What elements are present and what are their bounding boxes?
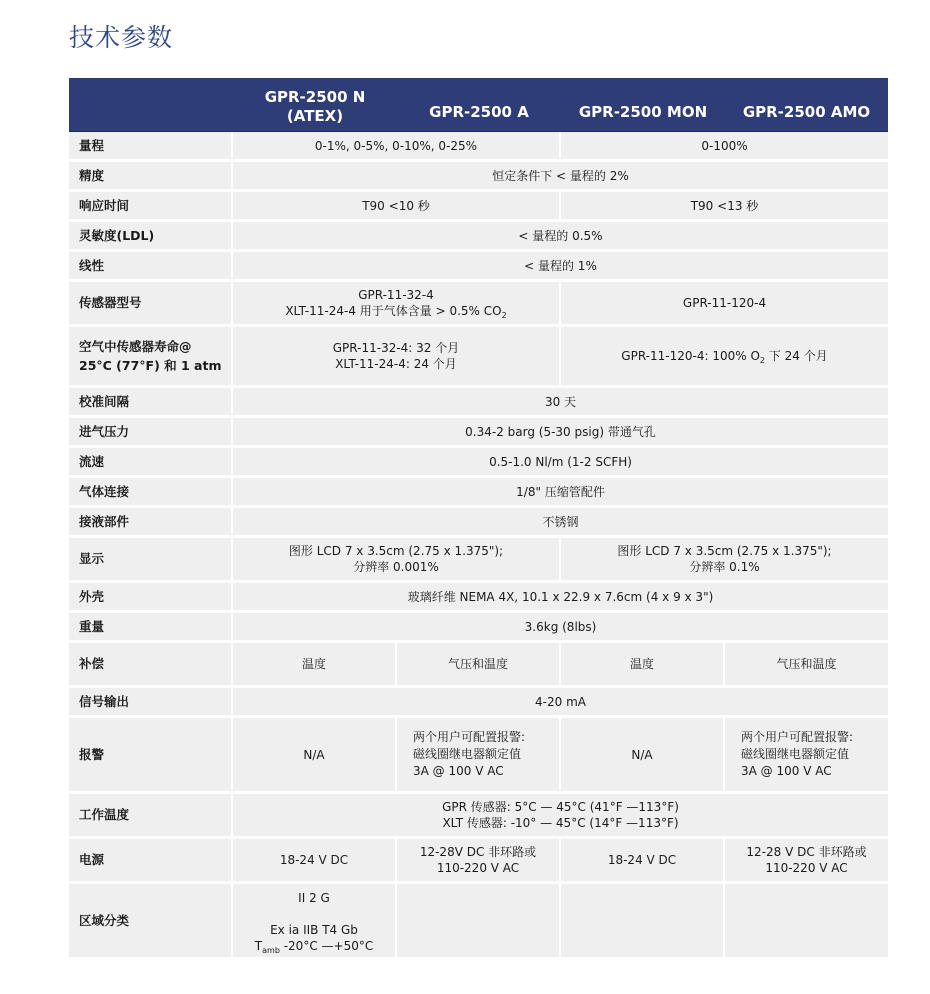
cell: GPR-11-32-4: 32 个月 XLT-11-24-4: 24 个月 xyxy=(233,327,561,388)
row-label: 外壳 xyxy=(69,583,233,613)
cell: 1/8" 压缩管配件 xyxy=(233,478,888,508)
row-label: 电源 xyxy=(69,839,233,884)
row-label: 显示 xyxy=(69,538,233,583)
cell: < 量程的 1% xyxy=(233,252,888,282)
header-empty xyxy=(69,78,233,132)
cell: 温度 xyxy=(233,643,397,688)
cell-empty xyxy=(725,884,888,960)
cell: 玻璃纤维 NEMA 4X, 10.1 x 22.9 x 7.6cm (4 x 9 x 3") xyxy=(233,583,888,613)
row-label: 补偿 xyxy=(69,643,233,688)
cell: T90 <13 秒 xyxy=(561,192,888,222)
cell: 12-28 V DC 非环路或 110-220 V AC xyxy=(725,839,888,884)
table-row xyxy=(69,418,888,448)
cell: 两个用户可配置报警: 磁线圈继电器额定值 3A @ 100 V AC xyxy=(397,718,561,794)
cell: 0.5-1.0 Nl/m (1-2 SCFH) xyxy=(233,448,888,478)
cell: N/A xyxy=(233,718,397,794)
table-row xyxy=(69,538,888,583)
header-gpr-2500-a: GPR-2500 A xyxy=(397,78,561,132)
cell: 气压和温度 xyxy=(725,643,888,688)
table-row xyxy=(69,583,888,613)
cell: 不锈钢 xyxy=(233,508,888,538)
cell: 两个用户可配置报警: 磁线圈继电器额定值 3A @ 100 V AC xyxy=(725,718,888,794)
cell: II 2 G Ex ia IIB T4 Gb $T_{amb}$ -20°C —+50°C xyxy=(233,884,397,960)
header-gpr-2500-mon: GPR-2500 MON xyxy=(561,78,725,132)
cell: 恒定条件下 < 量程的 2% xyxy=(233,162,888,192)
row-label: 区域分类 xyxy=(69,884,233,960)
table-header-row xyxy=(69,78,888,132)
table-row xyxy=(69,718,888,794)
cell: 18-24 V DC xyxy=(561,839,725,884)
cell: 0-100% xyxy=(561,132,888,162)
cell: GPR-11-120-4: 100% $O_2$ 下 24 个月 xyxy=(561,327,888,388)
cell: T90 <10 秒 xyxy=(233,192,561,222)
row-label: 报警 xyxy=(69,718,233,794)
cell: 图形 LCD 7 x 3.5cm (2.75 x 1.375"); 分辨率 0.1% xyxy=(561,538,888,583)
row-label: 灵敏度(LDL) xyxy=(69,222,233,252)
cell: 气压和温度 xyxy=(397,643,561,688)
table-row xyxy=(69,508,888,538)
table-row xyxy=(69,643,888,688)
table-row xyxy=(69,327,888,388)
table-row xyxy=(69,613,888,643)
row-label: 响应时间 xyxy=(69,192,233,222)
cell-empty xyxy=(397,884,561,960)
row-label: 进气压力 xyxy=(69,418,233,448)
spec-table xyxy=(69,78,888,960)
cell: 3.6kg (8lbs) xyxy=(233,613,888,643)
row-label: 流速 xyxy=(69,448,233,478)
header-gpr-2500-amo: GPR-2500 AMO xyxy=(725,78,888,132)
row-label: 校准间隔 xyxy=(69,388,233,418)
table-row xyxy=(69,282,888,327)
cell: GPR-11-32-4 XLT-11-24-4 用于气体含量 > 0.5% $CO_2$ xyxy=(233,282,561,327)
table-row xyxy=(69,162,888,192)
page-title: 技术参数 xyxy=(69,23,174,52)
table-row xyxy=(69,388,888,418)
cell: 图形 LCD 7 x 3.5cm (2.75 x 1.375"); 分辨率 0.001% xyxy=(233,538,561,583)
row-label: 线性 xyxy=(69,252,233,282)
cell: 4-20 mA xyxy=(233,688,888,718)
table-row xyxy=(69,884,888,960)
cell: N/A xyxy=(561,718,725,794)
header-gpr-2500-n: GPR-2500 N (ATEX) xyxy=(233,78,397,132)
row-label: 工作温度 xyxy=(69,794,233,839)
row-label: 空气中传感器寿命@ 25°C (77°F) 和 1 atm xyxy=(69,327,233,388)
cell-empty xyxy=(561,884,725,960)
cell: 0.34-2 barg (5-30 psig) 带通气孔 xyxy=(233,418,888,448)
table-row xyxy=(69,839,888,884)
row-label: 重量 xyxy=(69,613,233,643)
cell: 12-28V DC 非环路或 110-220 V AC xyxy=(397,839,561,884)
row-label: 量程 xyxy=(69,132,233,162)
cell: 18-24 V DC xyxy=(233,839,397,884)
row-label: 传感器型号 xyxy=(69,282,233,327)
cell: 30 天 xyxy=(233,388,888,418)
table-row xyxy=(69,448,888,478)
cell: 温度 xyxy=(561,643,725,688)
row-label: 精度 xyxy=(69,162,233,192)
table-row xyxy=(69,688,888,718)
table-row xyxy=(69,222,888,252)
table-row xyxy=(69,132,888,162)
cell: GPR-11-120-4 xyxy=(561,282,888,327)
cell: 0-1%, 0-5%, 0-10%, 0-25% xyxy=(233,132,561,162)
table-row xyxy=(69,252,888,282)
table-row xyxy=(69,192,888,222)
row-label: 气体连接 xyxy=(69,478,233,508)
cell: < 量程的 0.5% xyxy=(233,222,888,252)
row-label: 接液部件 xyxy=(69,508,233,538)
cell: GPR 传感器: 5°C — 45°C (41°F —113°F) XLT 传感器: -10° — 45°C (14°F —113°F) xyxy=(233,794,888,839)
row-label: 信号输出 xyxy=(69,688,233,718)
table-row xyxy=(69,794,888,839)
table-row xyxy=(69,478,888,508)
